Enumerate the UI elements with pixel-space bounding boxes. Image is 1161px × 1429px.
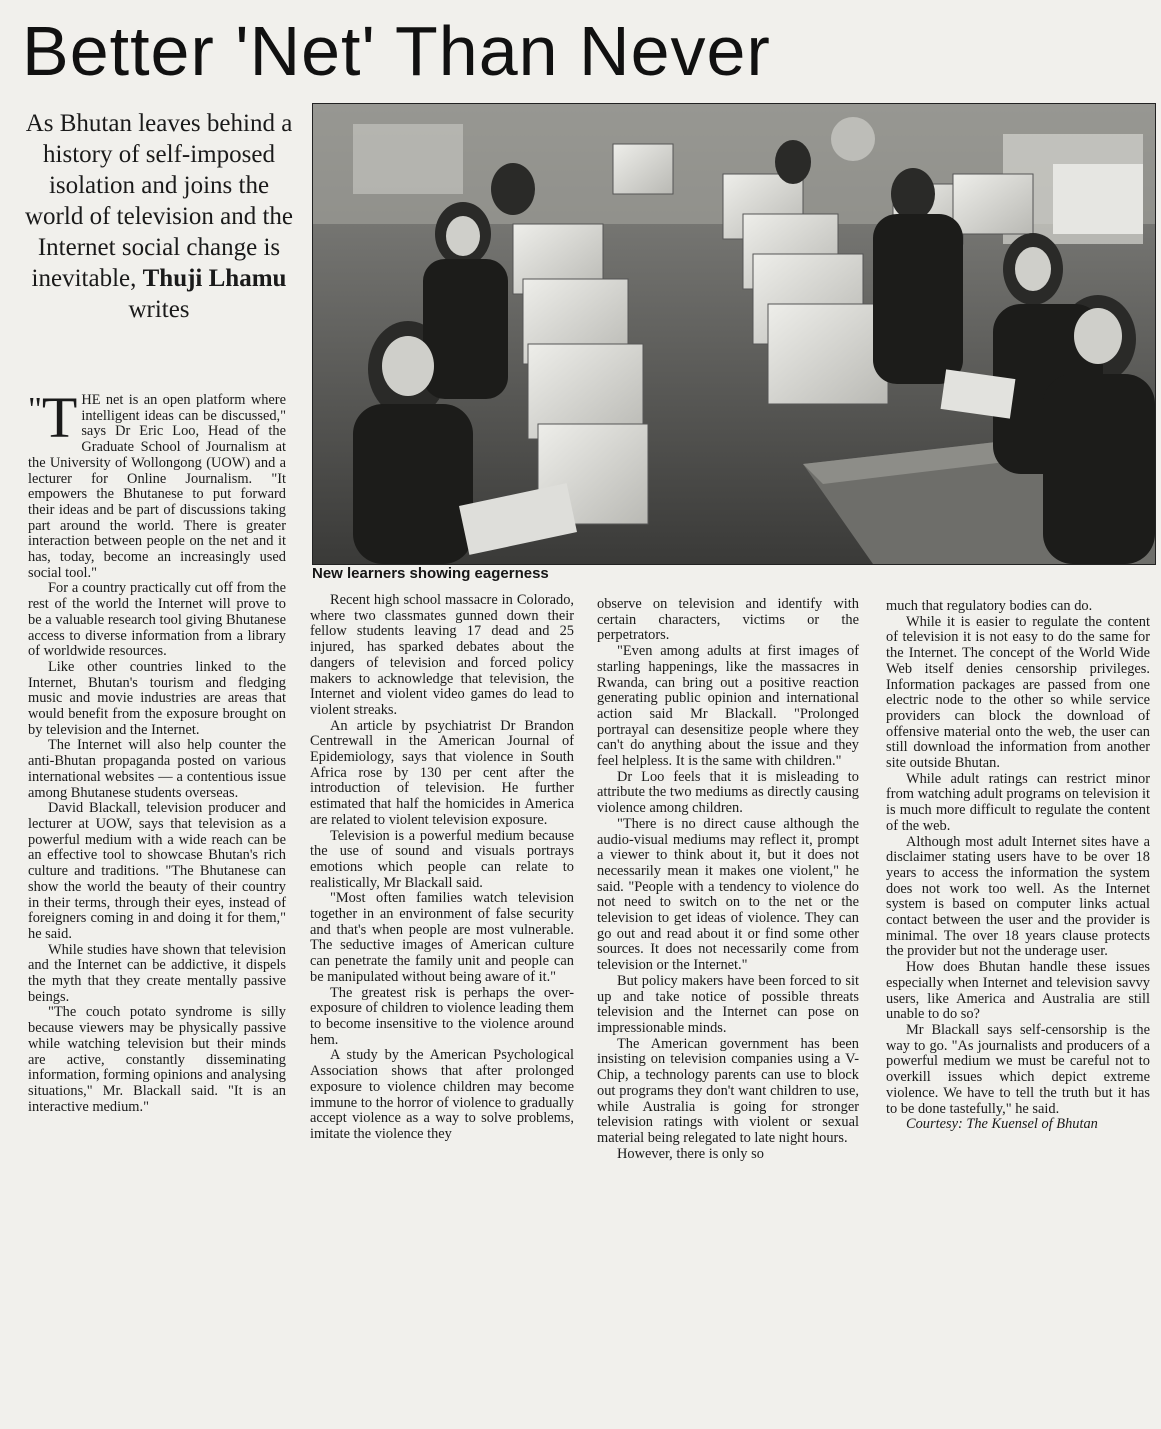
standfirst-end: writes [128,296,190,323]
classroom-computers-photo [312,103,1156,565]
paragraph: The American government has been insisting on television companies using a V-Chip, a technology parents can use to block out programs they don't want children to use, while Australia is going for stronger television ratings with violent or sexual material being relegated to late night hours. [597,1035,859,1146]
paragraph: An article by psychiatrist Dr Brandon Centrewall in the American Journal of Epidemiology, says that violence in South Africa rose by 130 per cent after the introduction of television. He further estimated that half the homicides in America are related to violent television exposure. [310,717,574,828]
paragraph: Like other countries linked to the Internet, Bhutan's tourism and fledging music and movie industries are areas that would benefit from the exposure brought on by television and the Internet. [28,658,286,738]
column-2 [310,593,574,1143]
paragraph: "Most often families watch television together in an environment of false security and that's when people are most vulnerable. The seductive images of American culture can penetrate the family unit and people can be manipulated without being aware of it." [310,890,574,985]
paragraph: "The couch potato syndrome is silly because viewers may be physically passive while watching television but their minds are active, constantly disseminating information, forming opinions and analysing situations," Mr. Blackall said. "It is an interactive medium." [28,1004,286,1115]
paragraph: The Internet will also help counter the anti-Bhutan propaganda posted on various international websites — a contentious issue among Bhutanese students overseas. [28,737,286,801]
paragraph: Television is a powerful medium because the use of sound and visuals portrays emotions which people can relate to realistically, Mr Blackall said. [310,827,574,891]
paragraph: The greatest risk is perhaps the over-exposure of children to violence leading them to become insensitive to the violence around hem. [310,984,574,1048]
column-3 [597,597,859,1162]
paragraph [28,385,286,581]
paragraph: While studies have shown that television and the Internet can be addictive, it dispels the myth that they create mentally passive beings. [28,941,286,1005]
paragraph: David Blackall, television producer and lecturer at UOW, says that television as a powerful medium with a wide reach can be an effective tool to showcase Bhutan's rich culture and traditions. "The Bhutanese can show the world the beauty of their country in their terms, through their eyes, instead of foreigners coming in and doing it for them," he said. [28,800,286,942]
paragraph: much that regulatory bodies can do. [886,598,1093,614]
paragraph: Although most adult Internet sites have a disclaimer stating users have to be over 18 years to access the information the system does not work too well. As the Internet system is based on computer links actual contact between the user and the provider is minimal. The over 18 years clause protects the provider but not the underage user. [886,833,1150,960]
photo-caption: New learners showing eagerness [312,565,549,582]
paragraph: "There is no direct cause although the audio-visual mediums may reflect it, prompt a viewer to think about it, but it does not necessarily mean it makes one violent," he said. "People with a tendency to violence do not need to switch on to the net or the television to get ideas of violence. They can go out and read about it or find some other sources. It does not necessarily come from television or the Internet." [597,815,859,974]
paragraph: But policy makers have been forced to sit up and take notice of possible threats television and the Internet can pose on impressionable minds. [597,972,859,1036]
paragraph: Recent high school massacre in Colorado, where two classmates gunned down their fellow students leaving 17 dead and 25 injured, has sparked debates about the dangers of television and forced policy makers to acknowledge that television, the Internet and violent video games do lead to violent streaks. [310,592,574,718]
paragraph: However, there is only so [617,1145,764,1162]
courtesy-credit: Courtesy: The Kuensel of Bhutan [906,1116,1098,1133]
standfirst-text: As Bhutan leaves behind a history of self-imposed isolation and joins the world of television and the Internet social change is inevitable, [25,110,293,292]
standfirst [18,108,300,325]
byline-author: Thuji Lhamu [142,265,287,292]
paragraph: For a country practically cut off from the rest of the world the Internet will prove to be a valuable research tool giving Bhutanese access to diverse information from a library of worldwide resources. [28,580,286,660]
headline: Better 'Net' Than Never [22,12,771,90]
paragraph: A study by the American Psychological Association shows that after prolonged exposure to violence children may become immune to the horror of violence to gradually accept violence as a way to solve problems, imitate the violence they [310,1047,574,1142]
paragraph-text: HE net is an open platform where intelligent ideas can be discussed," says Dr Eric Loo, Head of the Graduate School of Journalism at the University of Wollongong (UOW) and a lecturer for Online Journalism. "It empowers the Bhutanese to put forward their ideas and be part of discussions taking part around the world. There is greater interaction between people on the net and it has, today, become an increasingly used social tool." [28,392,286,581]
paragraph: While it is easier to regulate the content of television it is not easy to do the same for the Internet. The concept of the World Wide Web itself denies censorship privileges. Information packages are passed from one electric node to the other so while service providers can block the download of offensive material onto the web, the user can still download the information from another site outside Bhutan. [886,613,1150,772]
drop-cap: "T [28,385,78,450]
paragraph: How does Bhutan handle these issues especially when Internet and television savvy users, like America and Australia are still unable to do so? [886,959,1150,1023]
column-1 [28,385,286,1115]
paragraph: While adult ratings can restrict minor from watching adult programs on television it is much more difficult to regulate the content of the web. [886,770,1150,834]
photo-illustration [313,104,1155,564]
paragraph: Mr Blackall says self-censorship is the way to go. "As journalists and producers of a powerful medium we must be careful not to overkill issues which depict extreme violence. We have to tell the truth but it has to be done tastefully," he said. [886,1021,1150,1117]
paragraph: observe on television and identify with certain characters, victims or the perpetrators. [597,596,859,644]
paragraph: Dr Loo feels that it is misleading to attribute the two mediums as directly causing violence among children. [597,768,859,817]
column-4 [886,599,1150,1133]
paragraph: "Even among adults at first images of starling happenings, like the massacres in Rwanda, can bring out a positive reaction generating public opinion and international action said Mr Blackall. "Prolonged portrayal can desensitize people where they can't do anything about the issue and they feel helpless. It is the same with children." [597,643,859,770]
